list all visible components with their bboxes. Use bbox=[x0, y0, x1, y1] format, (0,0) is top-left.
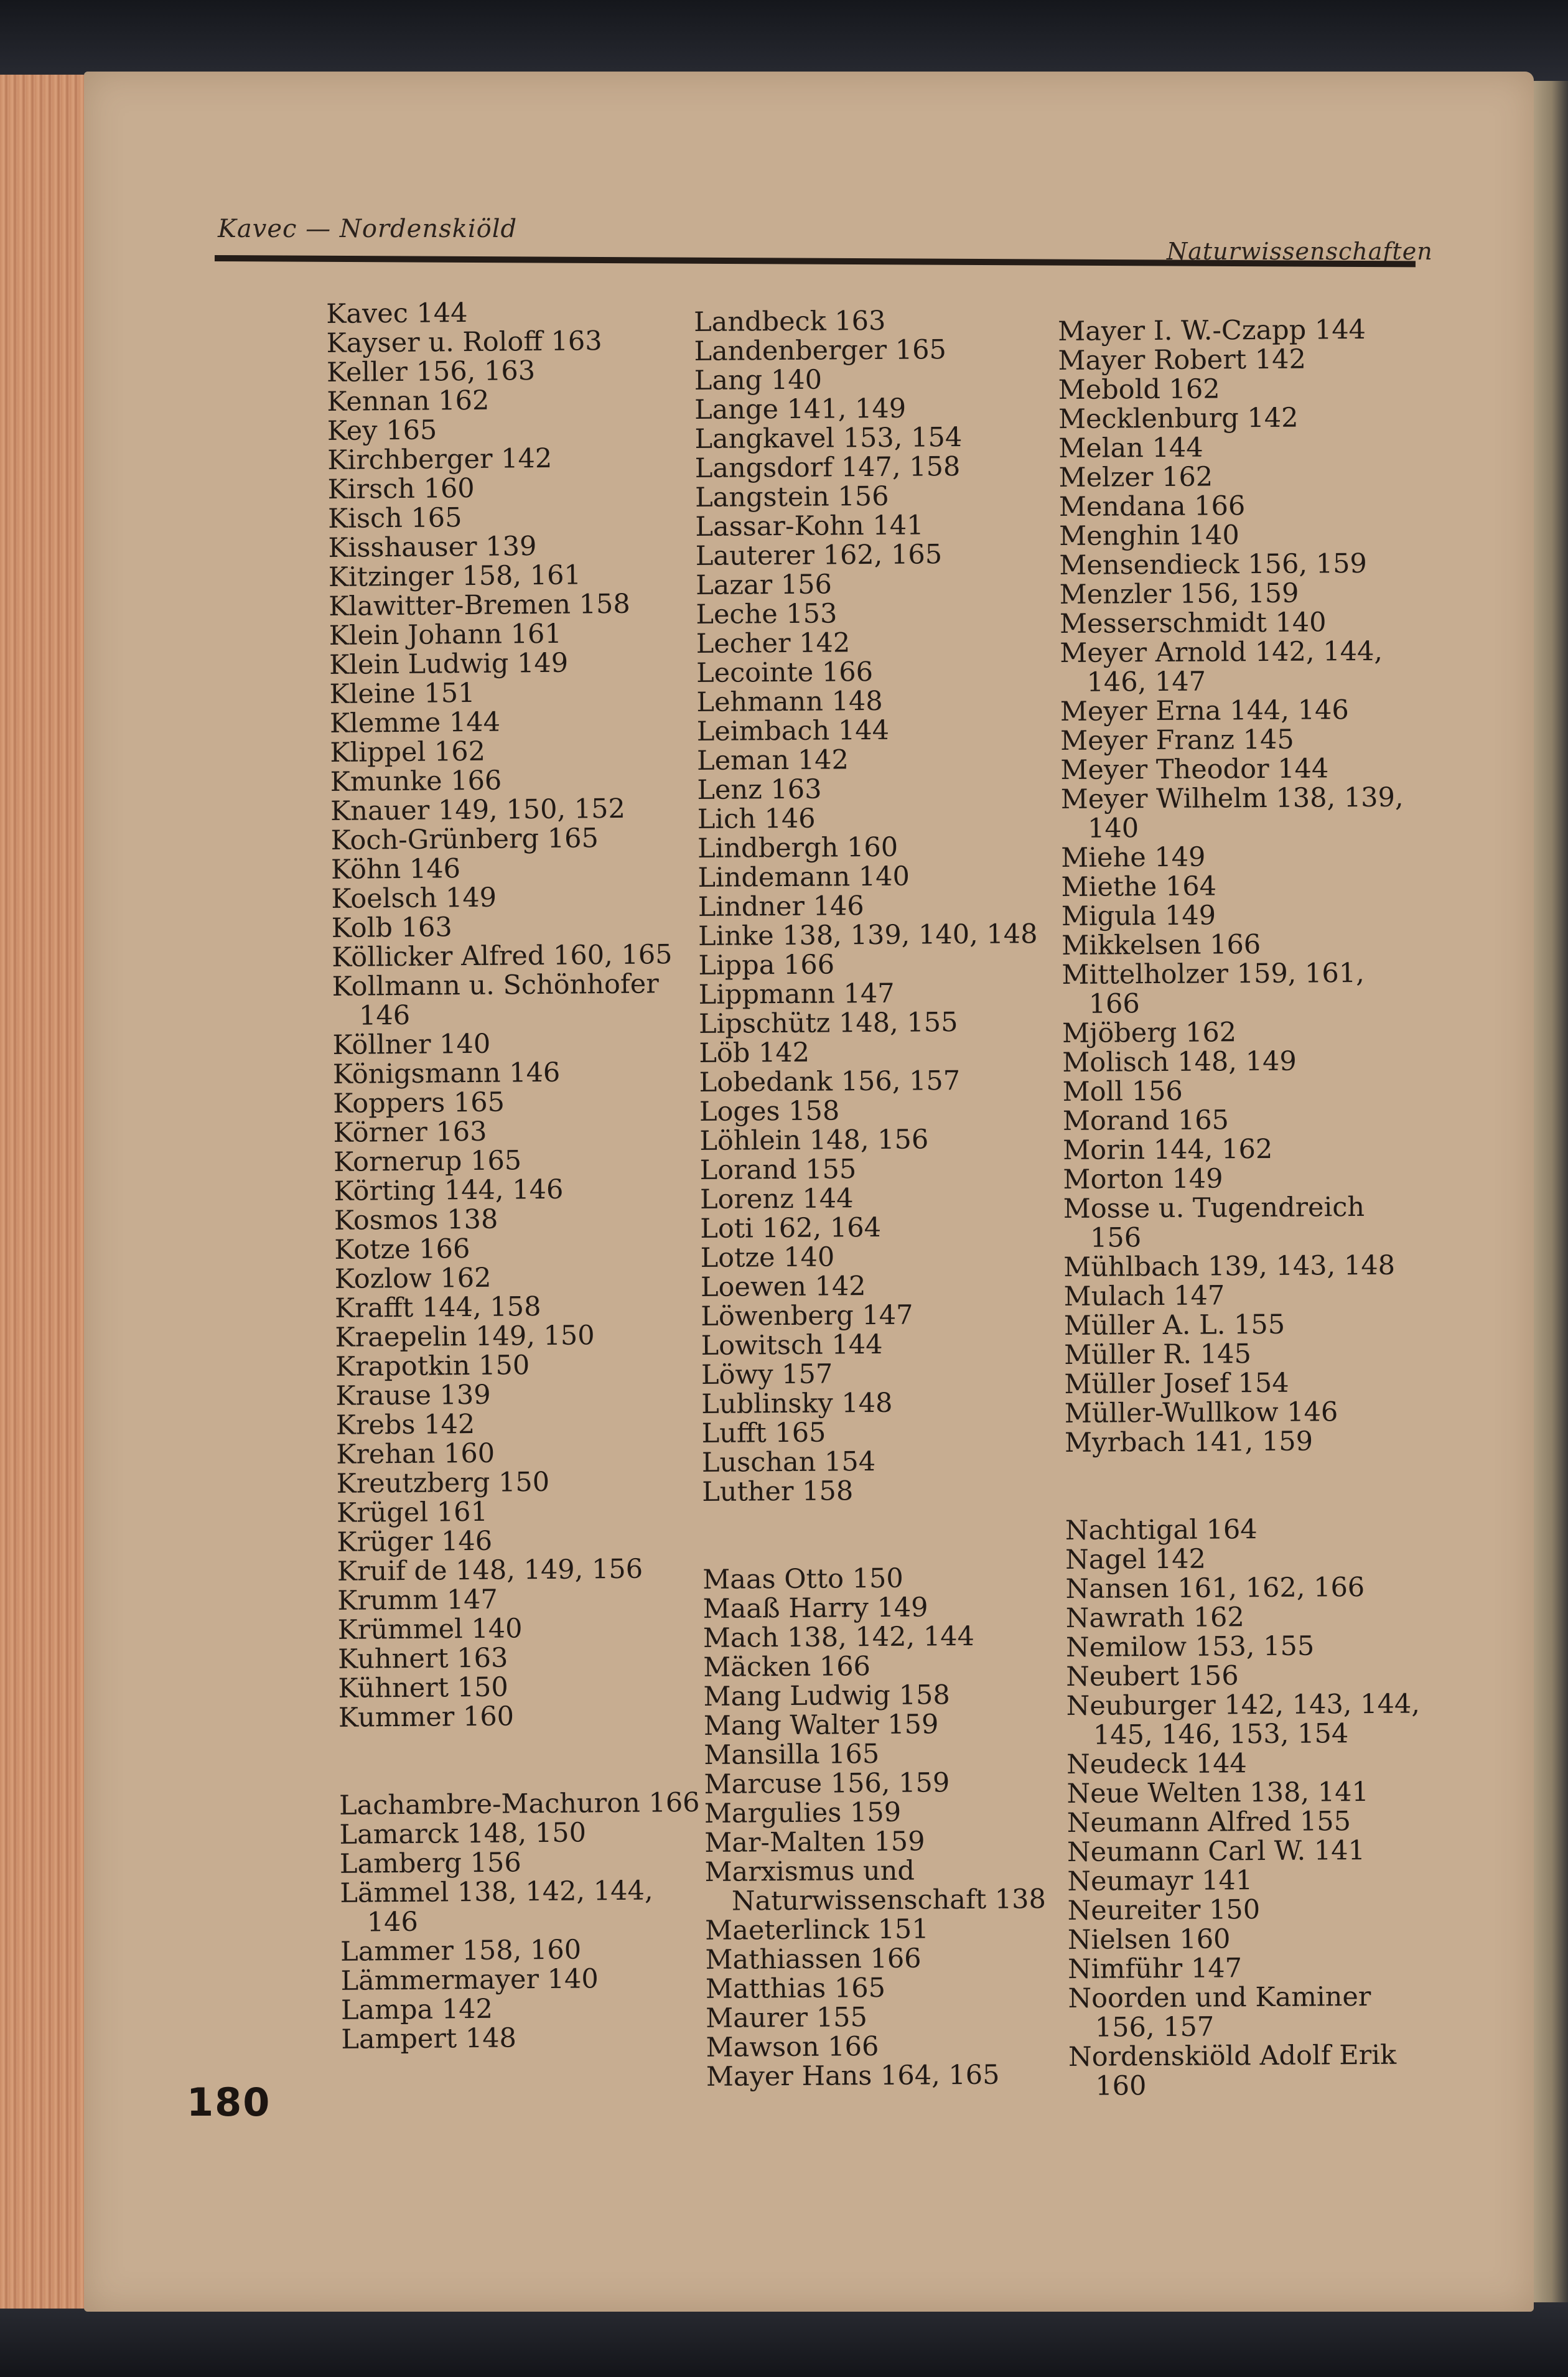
book-page-edges bbox=[0, 75, 90, 2309]
index-entry: Menghin 140 bbox=[1058, 520, 1239, 552]
index-entry: Melzer 162 bbox=[1058, 461, 1213, 493]
index-entry: Mjöberg 162 bbox=[1062, 1017, 1237, 1049]
index-entry: Langkavel 153, 154 bbox=[694, 421, 963, 455]
index-entry: Landbeck 163 bbox=[693, 305, 886, 338]
index-entry: Lowitsch 144 bbox=[701, 1329, 883, 1361]
index-entry: Lamarck 148, 150 bbox=[339, 1817, 587, 1851]
index-entry: Lassar-Kohn 141 bbox=[695, 510, 924, 543]
index-entry: Kisch 165 bbox=[327, 502, 462, 535]
index-entry: Lang 140 bbox=[694, 364, 823, 396]
index-column-1 bbox=[326, 297, 702, 2055]
index-entry: Kosmos 138 bbox=[334, 1203, 498, 1236]
index-entry: Mang Ludwig 158 bbox=[703, 1679, 950, 1712]
index-column-2 bbox=[694, 306, 1067, 2092]
index-entry: Kitzinger 158, 161 bbox=[328, 559, 582, 593]
index-entry: Lazar 156 bbox=[695, 569, 833, 601]
letter-group-gap bbox=[1065, 1455, 1426, 1516]
index-entry: Maurer 155 bbox=[706, 2002, 868, 2034]
index-entry: Nemilow 153, 155 bbox=[1065, 1630, 1315, 1663]
index-entry: Morin 144, 162 bbox=[1063, 1133, 1273, 1166]
index-entry: Löwy 157 bbox=[701, 1358, 833, 1391]
index-entry: Lippmann 147 bbox=[698, 978, 895, 1011]
index-entry: Menzler 156, 159 bbox=[1059, 577, 1299, 610]
index-entry: Mosse u. Tugendreich 156 bbox=[1063, 1192, 1365, 1254]
index-entry: Kayser u. Roloff 163 bbox=[326, 325, 602, 359]
index-entry: Miehe 149 bbox=[1061, 841, 1206, 874]
index-entry: Klippel 162 bbox=[330, 736, 486, 768]
index-entry: Klein Johann 161 bbox=[329, 618, 562, 651]
index-entry: Kruif de 148, 149, 156 bbox=[337, 1553, 643, 1587]
index-entry: Krafft 144, 158 bbox=[334, 1291, 541, 1324]
index-entry: Kuhnert 163 bbox=[337, 1642, 508, 1675]
index-entry: Neuburger 142, 143, 144, 145, 146, 153, 154 bbox=[1066, 1688, 1421, 1751]
index-entry: Marcuse 156, 159 bbox=[704, 1767, 950, 1800]
index-entry: Mendana 166 bbox=[1058, 490, 1246, 523]
index-entry: Miethe 164 bbox=[1061, 871, 1217, 903]
index-entry: Mayer Robert 142 bbox=[1058, 343, 1307, 376]
index-entry: Kirchberger 142 bbox=[327, 442, 553, 476]
index-entry: Königsmann 146 bbox=[332, 1057, 561, 1090]
index-entry: Mittelholzer 159, 161, 166 bbox=[1062, 958, 1365, 1020]
index-entry: Landenberger 165 bbox=[694, 334, 947, 367]
index-entry: Luther 158 bbox=[702, 1475, 854, 1508]
index-entry: Müller-Wullkow 146 bbox=[1064, 1396, 1338, 1429]
index-entry: Neue Welten 138, 141 bbox=[1066, 1776, 1369, 1810]
index-entry: Krebs 142 bbox=[335, 1408, 475, 1441]
index-entry: Mayer Hans 164, 165 bbox=[706, 2059, 1000, 2093]
index-entry: Lobedank 156, 157 bbox=[699, 1065, 961, 1098]
index-entry: Loti 162, 164 bbox=[700, 1212, 882, 1245]
index-entry: Meyer Franz 145 bbox=[1060, 724, 1294, 757]
index-entry: Morton 149 bbox=[1063, 1163, 1223, 1195]
index-entry: Meyer Wilhelm 138, 139, 140 bbox=[1060, 782, 1404, 844]
index-entry: Mang Walter 159 bbox=[703, 1709, 939, 1742]
index-entry: Mach 138, 142, 144 bbox=[702, 1620, 975, 1654]
index-entry: Lachambre-Machuron 166 bbox=[338, 1786, 700, 1821]
index-entry: Klein Ludwig 149 bbox=[329, 647, 569, 681]
index-entry: Kleine 151 bbox=[329, 677, 475, 710]
index-entry: Kraepelin 149, 150 bbox=[335, 1320, 595, 1353]
index-entry: Köllner 140 bbox=[332, 1028, 491, 1061]
index-entry: Nawrath 162 bbox=[1065, 1602, 1244, 1634]
index-entry: Keller 156, 163 bbox=[326, 355, 536, 388]
scan-bottom-background bbox=[0, 2302, 1568, 2377]
index-entry: Müller Josef 154 bbox=[1064, 1367, 1289, 1400]
index-entry: Klemme 144 bbox=[329, 706, 501, 739]
index-entry: Lammer 158, 160 bbox=[340, 1934, 582, 1968]
index-entry: Kennan 162 bbox=[327, 385, 490, 418]
index-entry: Kummer 160 bbox=[338, 1701, 515, 1734]
page-number: 180 bbox=[187, 2080, 271, 2125]
index-entry: Löhlein 148, 156 bbox=[699, 1124, 929, 1157]
index-entry: Kolb 163 bbox=[331, 912, 452, 944]
index-entry: Löwenberg 147 bbox=[701, 1299, 913, 1332]
index-entry: Linke 138, 139, 140, 148 bbox=[698, 918, 1038, 952]
index-entry: Migula 149 bbox=[1061, 900, 1216, 932]
index-entry: Nielsen 160 bbox=[1067, 1923, 1231, 1956]
index-entry: Lorand 155 bbox=[699, 1154, 857, 1186]
index-entry: Kühnert 150 bbox=[338, 1671, 508, 1704]
index-entry: Meyer Erna 144, 146 bbox=[1060, 694, 1349, 727]
index-entry: Neureiter 150 bbox=[1067, 1894, 1261, 1926]
index-entry: Melan 144 bbox=[1058, 432, 1203, 464]
index-entry: Langstein 156 bbox=[694, 480, 889, 513]
index-entry: Neumayr 141 bbox=[1067, 1865, 1253, 1897]
index-entry: Meyer Arnold 142, 144, 146, 147 bbox=[1060, 635, 1383, 698]
index-entry: Krügel 161 bbox=[336, 1496, 488, 1529]
index-entry: Mawson 166 bbox=[706, 2030, 879, 2063]
index-entry: Myrbach 141, 159 bbox=[1064, 1426, 1314, 1459]
index-entry: Mühlbach 139, 143, 148 bbox=[1063, 1249, 1396, 1283]
index-entry: Mar-Malten 159 bbox=[704, 1826, 925, 1859]
index-entry: Lecher 142 bbox=[696, 627, 851, 660]
index-entry: Mansilla 165 bbox=[704, 1738, 880, 1771]
index-entry: Lamberg 156 bbox=[339, 1847, 521, 1880]
index-entry: Lampert 148 bbox=[341, 2022, 517, 2055]
index-entry: Key 165 bbox=[327, 414, 437, 447]
index-entry: Lindemann 140 bbox=[698, 861, 910, 894]
index-entry: Lufft 165 bbox=[701, 1417, 826, 1449]
index-entry: Neumann Alfred 155 bbox=[1066, 1806, 1351, 1839]
index-entry: Mayer I. W.-Czapp 144 bbox=[1057, 314, 1366, 347]
index-entry: Klawitter-Bremen 158 bbox=[329, 588, 630, 622]
index-entry: Lindner 146 bbox=[698, 890, 864, 923]
index-entry: Lauterer 162, 165 bbox=[695, 539, 943, 572]
index-entry: Marxismus und Naturwissenschaft 138 bbox=[704, 1855, 1047, 1917]
running-head-right: Naturwissenschaften bbox=[1167, 238, 1433, 265]
index-entry: Lippa 166 bbox=[698, 949, 835, 981]
index-entry: Lindbergh 160 bbox=[697, 831, 898, 864]
index-entry: Nagel 142 bbox=[1065, 1543, 1206, 1576]
index-entry: Kisshauser 139 bbox=[328, 531, 537, 564]
index-entry: Kavec 144 bbox=[325, 297, 468, 330]
index-entry: Lenz 163 bbox=[697, 773, 822, 806]
index-entry: Lämmel 138, 142, 144, 146 bbox=[340, 1875, 653, 1938]
index-entry: Maaß Harry 149 bbox=[702, 1592, 928, 1625]
index-entry: Krapotkin 150 bbox=[335, 1350, 530, 1383]
index-entry: Maas Otto 150 bbox=[702, 1562, 903, 1595]
index-entry: Koppers 165 bbox=[333, 1086, 505, 1119]
index-entry: Krehan 160 bbox=[335, 1437, 495, 1470]
index-entry: Langsdorf 147, 158 bbox=[694, 451, 961, 484]
index-entry: Lotze 140 bbox=[700, 1241, 835, 1274]
index-entry: Koch-Grünberg 165 bbox=[330, 823, 599, 856]
index-entry: Löb 142 bbox=[699, 1037, 810, 1069]
index-entry: Moll 156 bbox=[1062, 1075, 1183, 1108]
index-entry: Margulies 159 bbox=[704, 1796, 902, 1829]
index-entry: Matthias 165 bbox=[705, 1972, 886, 2005]
index-entry: Neumann Carl W. 141 bbox=[1066, 1835, 1366, 1868]
index-entry: Mecklenburg 142 bbox=[1058, 402, 1299, 435]
index-entry: Koelsch 149 bbox=[331, 882, 497, 915]
index-entry: Kollmann u. Schönhofer 146 bbox=[332, 968, 660, 1032]
index-entry: Morand 165 bbox=[1062, 1104, 1230, 1137]
index-entry: Lämmermayer 140 bbox=[340, 1963, 599, 1997]
letter-group-gap bbox=[338, 1730, 700, 1791]
index-entry: Mikkelsen 166 bbox=[1062, 929, 1261, 961]
index-entry: Luschan 154 bbox=[701, 1446, 876, 1478]
index-entry: Molisch 148, 149 bbox=[1062, 1045, 1297, 1078]
index-entry: Leche 153 bbox=[696, 598, 838, 630]
index-entry: Mathiassen 166 bbox=[705, 1943, 922, 1976]
index-entry: Neudeck 144 bbox=[1066, 1748, 1247, 1780]
index-entry: Loges 158 bbox=[699, 1095, 840, 1128]
index-entry: Krause 139 bbox=[335, 1379, 491, 1412]
index-entry: Lipschütz 148, 155 bbox=[698, 1007, 958, 1040]
index-entry: Körner 163 bbox=[333, 1116, 487, 1149]
index-entry: Köllicker Alfred 160, 165 bbox=[332, 939, 673, 973]
index-entry: Maeterlinck 151 bbox=[705, 1913, 929, 1946]
index-entry: Müller A. L. 155 bbox=[1063, 1309, 1286, 1342]
index-entry: Neubert 156 bbox=[1066, 1660, 1239, 1693]
index-entry: Lange 141, 149 bbox=[694, 393, 907, 426]
index-entry: Krüger 146 bbox=[337, 1525, 493, 1558]
index-entry: Noorden und Kaminer 156, 157 bbox=[1068, 1981, 1371, 2043]
index-entry: Lampa 142 bbox=[340, 1993, 493, 2026]
letter-group-gap bbox=[702, 1505, 1063, 1566]
index-entry: Mensendieck 156, 159 bbox=[1059, 548, 1367, 581]
index-entry: Lublinsky 148 bbox=[701, 1387, 893, 1420]
index-entry: Mulach 147 bbox=[1063, 1280, 1225, 1312]
index-entry: Mäcken 166 bbox=[703, 1651, 871, 1683]
index-entry: Kirsch 160 bbox=[327, 472, 475, 505]
index-entry: Nansen 161, 162, 166 bbox=[1065, 1572, 1365, 1605]
index-entry: Nachtigal 164 bbox=[1065, 1514, 1258, 1546]
index-entry: Kotze 166 bbox=[334, 1233, 470, 1266]
index-entry: Leman 142 bbox=[696, 744, 849, 777]
index-entry: Mebold 162 bbox=[1058, 373, 1220, 406]
index-entry: Kornerup 165 bbox=[333, 1145, 522, 1178]
running-head-left: Kavec — Nordenskiöld bbox=[218, 215, 518, 243]
index-entry: Leimbach 144 bbox=[696, 714, 890, 747]
index-entry: Kreutzberg 150 bbox=[336, 1466, 550, 1500]
index-entry: Kozlow 162 bbox=[334, 1262, 492, 1295]
index-entry: Körting 144, 146 bbox=[334, 1174, 564, 1207]
index-entry: Nimführ 147 bbox=[1068, 1953, 1243, 1985]
index-entry: Krumm 147 bbox=[337, 1584, 498, 1617]
index-entry: Krümmel 140 bbox=[337, 1613, 523, 1646]
index-entry: Köhn 146 bbox=[330, 853, 461, 885]
index-entry: Lich 146 bbox=[697, 803, 816, 835]
index-entry: Lorenz 144 bbox=[699, 1183, 854, 1215]
index-entry: Messerschmidt 140 bbox=[1059, 607, 1327, 640]
index-entry: Meyer Theodor 144 bbox=[1060, 753, 1329, 786]
index-column-3 bbox=[1058, 315, 1430, 2101]
index-entry: Knauer 149, 150, 152 bbox=[330, 793, 626, 827]
index-entry: Nordenskiöld Adolf Erik 160 bbox=[1068, 2039, 1397, 2102]
index-entry: Lehmann 148 bbox=[696, 685, 883, 718]
index-entry: Kmunke 166 bbox=[330, 765, 502, 798]
index-entry: Loewen 142 bbox=[700, 1271, 866, 1303]
index-entry: Müller R. 145 bbox=[1064, 1338, 1252, 1371]
index-entry: Lecointe 166 bbox=[696, 656, 874, 689]
